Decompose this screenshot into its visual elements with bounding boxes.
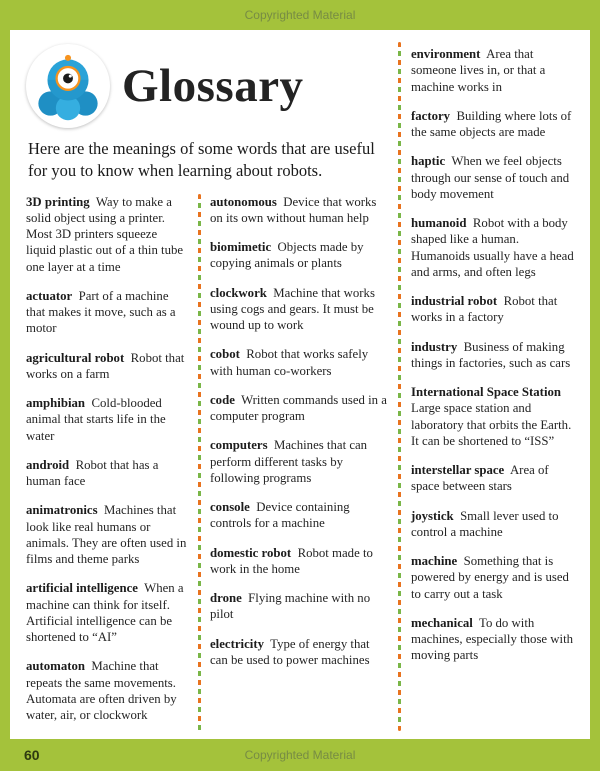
glossary-term: factory xyxy=(411,108,451,123)
glossary-definition: Small lever used to control a machine xyxy=(411,508,559,539)
glossary-definition: Area of space between stars xyxy=(411,463,549,494)
glossary-definition: Robot that works in a factory xyxy=(411,294,558,325)
glossary-entry xyxy=(26,457,190,490)
glossary-entry xyxy=(411,153,578,202)
glossary-entry xyxy=(210,437,390,486)
glossary-definition: Building where lots of the same objects are made xyxy=(411,108,572,139)
glossary-term: interstellar space xyxy=(411,463,505,477)
glossary-definition: Robot that works on a farm xyxy=(26,350,185,381)
glossary-definition: When a machine can think for itself. Artificial intelligence can be shortened to “AI” xyxy=(26,581,184,645)
glossary-entry xyxy=(411,553,578,602)
glossary-entry xyxy=(210,636,390,669)
glossary-definition: Type of energy that can be used to power machines xyxy=(210,636,370,667)
intro-text: Here are the meanings of some words that are useful for you to know when learning about robots. xyxy=(28,139,375,180)
glossary-definition: Device containing controls for a machine xyxy=(210,500,350,531)
glossary-term: electricity xyxy=(210,636,264,651)
glossary-term: animatronics xyxy=(26,503,98,518)
glossary-term: console xyxy=(210,500,250,515)
glossary-term: amphibian xyxy=(26,396,86,411)
glossary-entry xyxy=(411,293,578,326)
glossary-definition: Area that someone lives in, or that a machine works in xyxy=(411,47,546,94)
glossary-definition: Robot that has a human face xyxy=(26,457,159,489)
glossary-term: humanoid xyxy=(411,216,467,230)
glossary-entry xyxy=(26,350,190,383)
glossary-entry xyxy=(26,658,190,723)
glossary-entry xyxy=(210,346,390,379)
glossary-column-1 xyxy=(26,194,198,731)
glossary-entry xyxy=(210,392,390,425)
glossary-term: biomimetic xyxy=(210,240,272,255)
glossary-entry xyxy=(210,499,390,532)
glossary-term: environment xyxy=(411,47,481,61)
glossary-term: code xyxy=(210,392,235,407)
glossary-definition: Part of a machine that makes it move, such as a motor xyxy=(26,288,176,336)
glossary-entry xyxy=(210,239,390,272)
bottom-banner-text: Copyrighted Material xyxy=(244,748,356,762)
glossary-definition: To do with machines, especially those with moving parts xyxy=(411,615,574,663)
glossary-entry xyxy=(210,285,390,334)
glossary-term: android xyxy=(26,457,70,472)
page-header xyxy=(26,44,390,128)
glossary-entry xyxy=(411,108,578,141)
glossary-definition: Machine that repeats the same movements. Automata are often driven by water, air, or clockwork xyxy=(26,659,177,723)
glossary-definition: Robot with a body shaped like a human. Humanoids usually have a head and arms, and often legs xyxy=(411,216,574,279)
glossary-definition: Machines that look like real humans or animals. They are often used in films and theme parks xyxy=(26,503,187,567)
glossary-definition: Robot that works safely with human co-workers xyxy=(210,347,369,378)
page-title: Glossary xyxy=(122,59,304,112)
glossary-definition: Something that is powered by energy and is used to carry out a task xyxy=(411,554,569,601)
left-region xyxy=(26,42,398,731)
glossary-entry xyxy=(411,615,578,664)
glossary-entry xyxy=(411,215,578,280)
glossary-entry xyxy=(411,462,578,495)
glossary-term: domestic robot xyxy=(210,545,292,560)
glossary-term: clockwork xyxy=(210,285,267,300)
top-banner-text: Copyrighted Material xyxy=(244,8,356,22)
glossary-term: joystick xyxy=(411,508,454,523)
glossary-definition: Flying machine with no pilot xyxy=(210,591,371,622)
glossary-definition: Machines that can perform different tasks by following programs xyxy=(210,438,368,485)
glossary-term: actuator xyxy=(26,288,73,303)
glossary-term: haptic xyxy=(411,154,446,169)
glossary-definition: Machine that works using cogs and gears. It must be wound up to work xyxy=(210,285,375,333)
glossary-entry xyxy=(411,384,578,449)
top-banner xyxy=(0,0,600,30)
glossary-definition: Cold-blooded animal that starts life in the water xyxy=(26,396,166,443)
glossary-term: agricultural robot xyxy=(26,350,125,365)
glossary-term: 3D printing xyxy=(26,194,90,209)
robot-mascot-icon xyxy=(26,44,110,128)
glossary-definition: When we feel objects through our sense of touch and body movement xyxy=(411,154,570,201)
glossary-term: machine xyxy=(411,554,458,568)
two-column-area xyxy=(26,194,390,731)
glossary-term: industrial robot xyxy=(411,294,498,308)
glossary-term: mechanical xyxy=(411,615,473,630)
glossary-term: industry xyxy=(411,339,458,354)
glossary-term: computers xyxy=(210,438,268,453)
glossary-definition: Written commands used in a computer program xyxy=(210,392,387,424)
glossary-definition: Device that works on its own without human help xyxy=(210,194,377,225)
glossary-term: automaton xyxy=(26,659,86,674)
glossary-term: International Space Station xyxy=(411,385,562,399)
page-content xyxy=(10,30,590,739)
page-number: 60 xyxy=(24,747,40,763)
glossary-entry xyxy=(210,545,390,578)
bottom-banner xyxy=(0,739,600,771)
glossary-entry xyxy=(26,580,190,645)
glossary-term: drone xyxy=(210,591,242,606)
glossary-entry xyxy=(411,508,578,541)
glossary-definition: Way to make a solid object using a printer. Most 3D printers squeeze liquid plastic out of a thin tube one layer at a time xyxy=(26,194,184,274)
glossary-definition: Robot made to work in the home xyxy=(210,545,373,576)
glossary-term: artificial intelligence xyxy=(26,581,138,596)
glossary-entry xyxy=(26,194,190,275)
glossary-entry xyxy=(411,46,578,95)
glossary-term: autonomous xyxy=(210,194,277,209)
glossary-definition: Business of making things in factories, such as cars xyxy=(411,339,571,370)
glossary-column-2 xyxy=(201,194,390,731)
glossary-column-3 xyxy=(401,42,578,731)
glossary-definition: Large space station and laboratory that orbits the Earth. It can be shortened to “ISS” xyxy=(411,401,572,448)
glossary-entry xyxy=(210,590,390,623)
glossary-term: cobot xyxy=(210,347,240,362)
glossary-entry xyxy=(411,339,578,372)
glossary-entry xyxy=(26,395,190,444)
glossary-definition: Objects made by copying animals or plants xyxy=(210,240,364,271)
glossary-entry xyxy=(26,288,190,337)
glossary-entry xyxy=(26,502,190,567)
glossary-entry xyxy=(210,194,390,227)
